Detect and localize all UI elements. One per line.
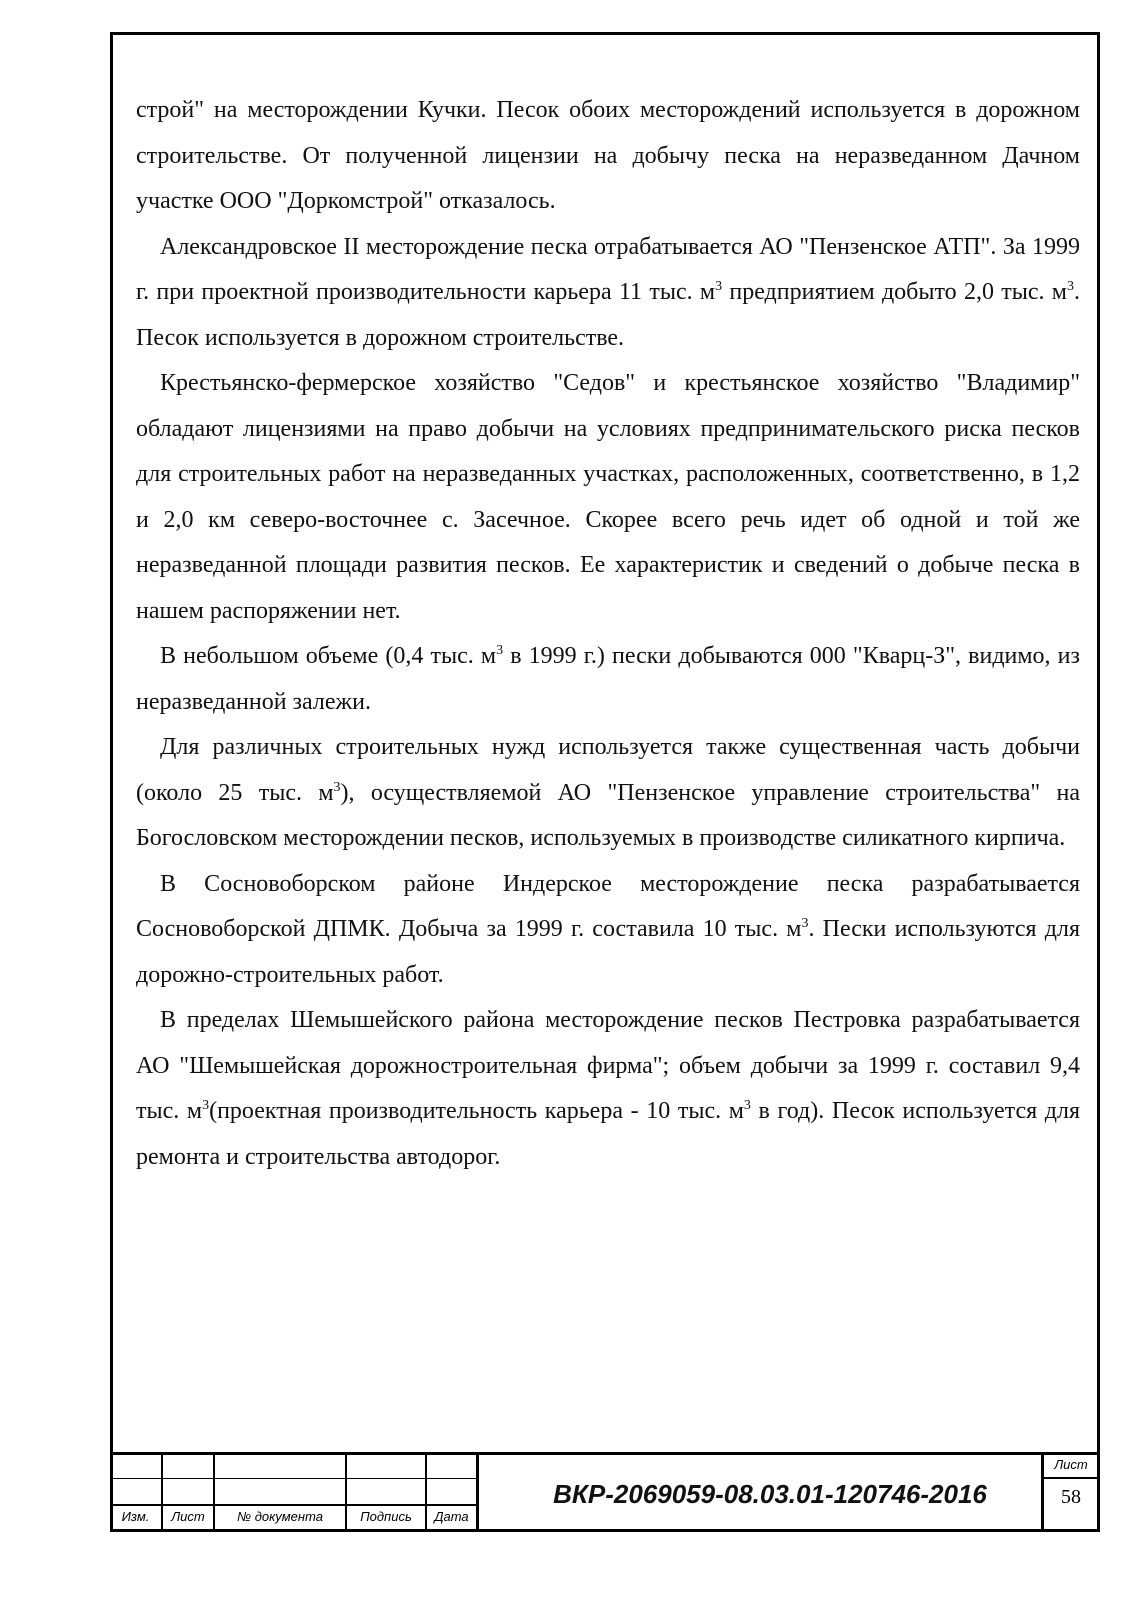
paragraph: Для различных строительных нужд используется также существенная часть добычи (около 25 тыс. $м^3$), осуществляемой АО "Пензенское управление строительства" на Богословском месторождении песков, используемых в производстве силикатного кирпича. [136, 734, 1080, 851]
stamp-label-signature: Подпись [360, 1509, 412, 1524]
paragraph: строй" на месторождении Кучки. Песок обоих месторождений используется в дорожном строительстве. От полученной лицензии на добычу песка на неразведанном Дачном участке ООО "Доркомстрой" отказалось. [136, 97, 1080, 214]
stamp-line [110, 1478, 478, 1479]
paragraph: В пределах Шемышейского района месторождение песков Пестровка разрабатывается АО "Шемышейская дорожностроительная фирма"; объем добычи за 1999 г. составил 9,4 тыс. $м^3(проектная$ производительность карьера - 10 тыс. $м^3$ в год). Песок используется для ремонта и строительства автодорог. [136, 1007, 1080, 1170]
stamp-line [1041, 1452, 1044, 1532]
stamp-line [110, 1504, 478, 1506]
stamp-label-document: № документа [237, 1509, 323, 1524]
body-text [136, 88, 1080, 1180]
stamp-label-izm: Изм. [121, 1509, 150, 1524]
stamp-line [476, 1452, 479, 1532]
document-code: ВКР-2069059-08.03.01-120746-2016 [553, 1478, 987, 1509]
stamp-line [1041, 1477, 1100, 1479]
paragraph: В Сосновоборском районе Индерское месторождение песка разрабатывается Сосновоборской ДПМК. Добыча за 1999 г. составила 10 тыс. $м^3$. Пески используются для дорожно-строительных работ. [136, 870, 1080, 988]
paragraph: В небольшом объеме (0,4 тыс. $м^3$ в 1999 г.) пески добываются 000 "Кварц-З", видимо, из неразведанной залежи. [136, 643, 1080, 715]
stamp-label-list: Лист [171, 1509, 205, 1524]
sheet-number: 58 [1061, 1486, 1081, 1508]
paragraph: Александровское II месторождение песка отрабатывается АО "Пензенское АТП". За 1999 г. при проектной производительности карьера 11 тыс. $м^3$ предприятием добыто 2,0 тыс. $м^3$. Песок используется в дорожном строительстве. [136, 233, 1080, 351]
title-block [110, 1452, 1100, 1532]
paragraph: Крестьянско-фермерское хозяйство "Седов" и крестьянское хозяйство "Владимир" обладают лицензиями на право добычи на условиях предпринимательского риска песков для строительных работ на неразведанных участках, расположенных, соответственно, в 1,2 и 2,0 км северо-восточнее с. Засечное. Скорее всего речь идет об одной и той же неразведанной площади развития песков. Ее характеристик и сведений о добыче песка в нашем распоряжении нет. [136, 370, 1080, 624]
stamp-line [110, 1452, 1100, 1455]
stamp-label-date: Дата [434, 1509, 469, 1524]
sheet-label: Лист [1054, 1457, 1088, 1472]
